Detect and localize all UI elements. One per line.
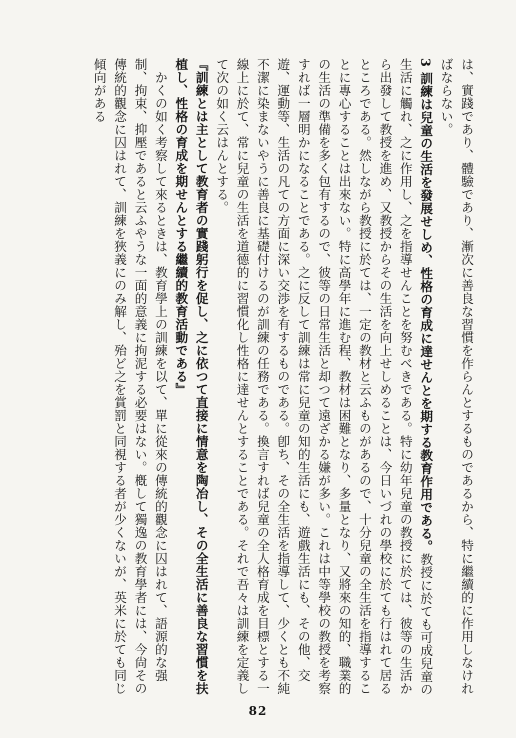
training-definition: 『訓練とは主として教育者の實踐躬行を促し、之に依つて直接に情意を陶冶し、その全生活に善良な習慣を扶植し、性格の育成を期せんとする繼續的教育活動である』 (173, 58, 209, 695)
vertical-text-body (36, 58, 476, 698)
paragraph-principle-3 (211, 58, 435, 698)
page-number: 82 (248, 704, 268, 718)
principle-3-body: 教授に於ても可成兒童の生活に觸れ、之に作用し、之を指導せんことを努むべきである。特に幼年兒童の教授に於ては、彼等の生活から出發して教授を進め、又教授からその生活を向上せしめることは、今日いづれの學校に於ても行はれて居るところである。然しながら教授に於ては、一定の教材と云ふものがあるので、十分兒童の全生活を指導することに專心することは出來ない。特に高學年に進む程、教材は困難となり、多量となり、又將來の知的、職業的の生活の準備を多く包有するので、彼等の日常生活と却つて遠ざかる嫌が多い。これは中等學校の教授を考察すれば一層明かになることである。之に反して訓練は常に兒童の知的生活にも、遊戲生活にも、その他、交遊、運動等、生活の凡ての方面に深い交渉を有するものである。卽ち、その全生活を指導して、少くとも不純不潔に染まないやうに善良に基礎付けるのが訓練の任務である。換言すれば兒童の全人格育成を目標とする一線上に於て、常に兒童の生活を道德的に習慣化し性格に達せんとすることである。それで吾々は訓練を定義して次の如く云はんとする。 (214, 58, 434, 696)
paragraph-continuation: は、實踐であり、體驗であり、漸次に善良な習慣を作らんとするものであるから、特に繼續的に作用しなければならない。 (438, 58, 474, 695)
principle-3-heading: 3 訓練は兒童の生活を發展せしめ、性格の育成に達せんとを期する教育作用である。 (418, 58, 434, 553)
paragraph-discussion: かくの如く考察して來るときは、教育學上の訓練を以て、單に從來の傳統的觀念に囚はれて、語源的な强制、拘束、抑壓であると云ふやうな一面的意義に拘泥する必要はない。槪して獨逸の教育學者には、今尙その傳統的觀念に囚はれて、訓練を狹義にのみ解し、殆ど之を賞罰と同視する者が少くないが、英米に於ても同じ傾向がある (91, 58, 168, 695)
